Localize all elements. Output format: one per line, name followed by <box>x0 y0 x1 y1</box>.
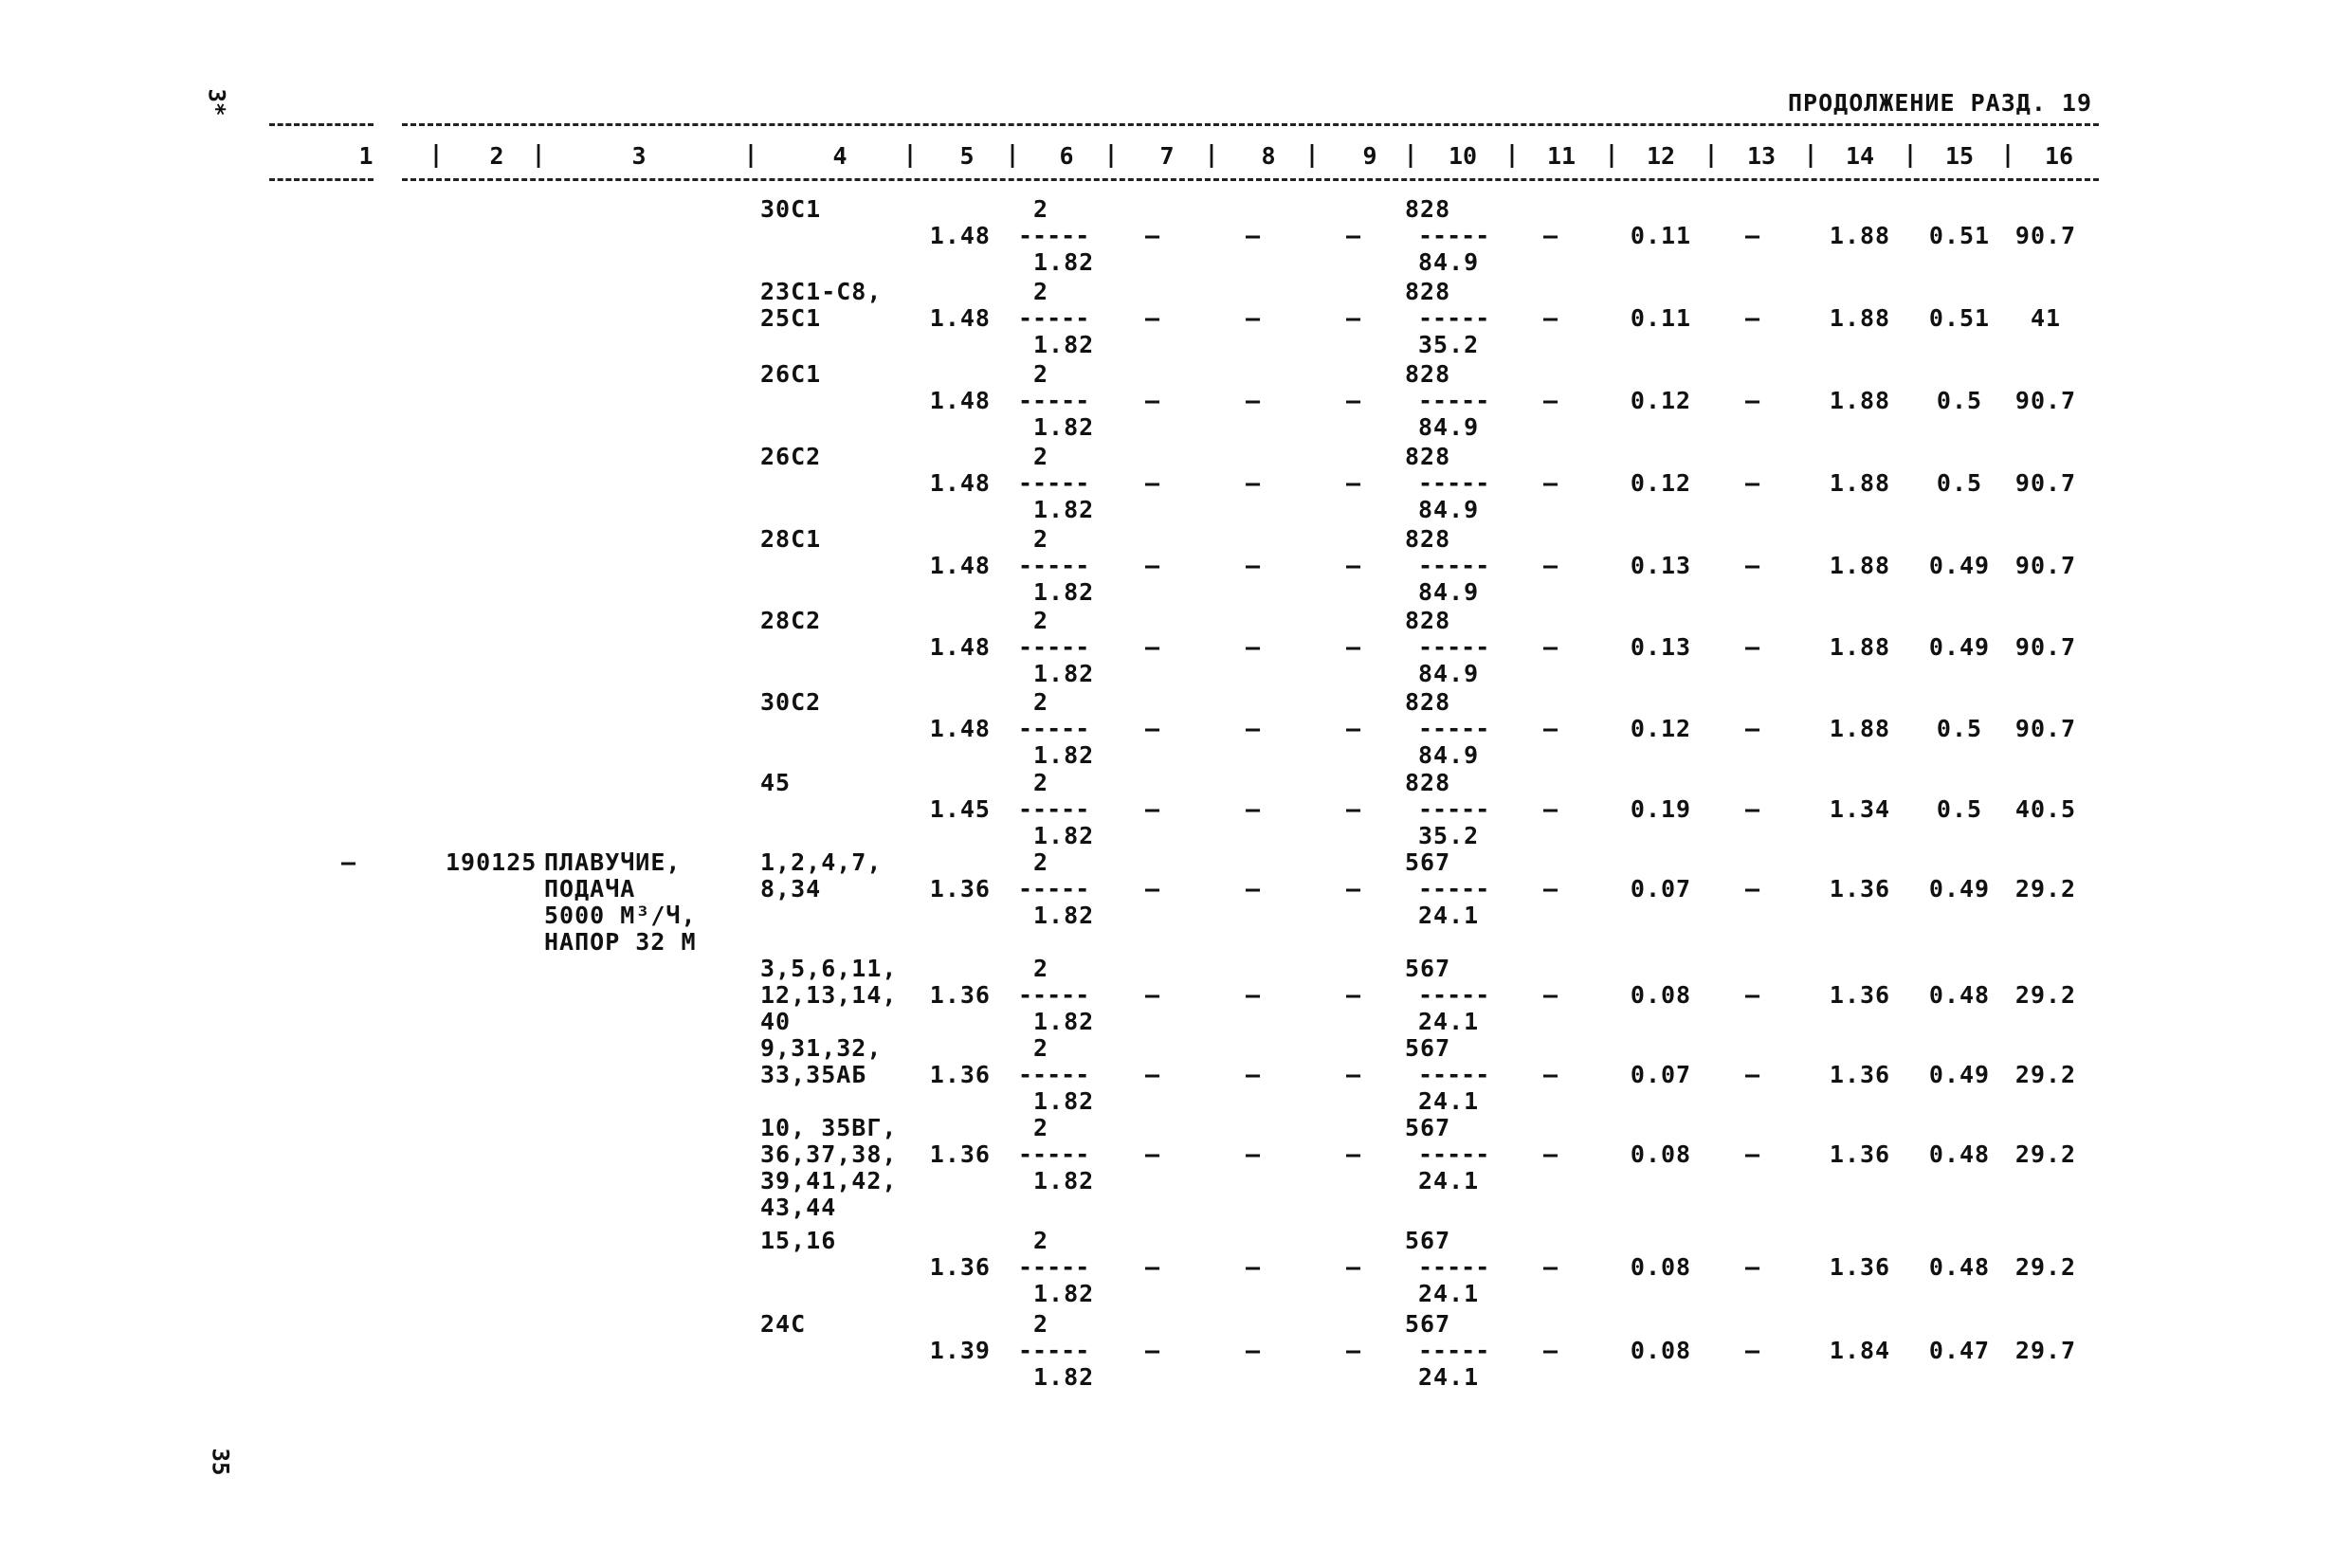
cell-col6-denominator: 1.82 <box>1033 331 1095 358</box>
column-separator: | <box>1204 140 1219 168</box>
cell-col9: – <box>1345 1253 1362 1281</box>
cell-col15: 0.49 <box>1928 633 1991 661</box>
cell-col12: 0.08 <box>1630 1337 1692 1364</box>
cell-col7: – <box>1144 1253 1161 1281</box>
cell-col5: 1.36 <box>929 1253 991 1281</box>
cell-col10-denominator: 24.1 <box>1418 1167 1480 1194</box>
cell-col16: 90.7 <box>2014 222 2077 249</box>
cell-col10-fraction-bar: ----- <box>1418 1140 1490 1168</box>
column-header-2: 2 <box>489 142 504 170</box>
cell-col13: – <box>1744 469 1761 497</box>
cell-col15: 0.48 <box>1928 981 1991 1009</box>
cell-col14: 1.88 <box>1829 304 1891 332</box>
cell-col6-denominator: 1.82 <box>1033 660 1095 687</box>
cell-col7: – <box>1144 387 1161 414</box>
column-separator: | <box>1604 140 1619 168</box>
cell-col16: 90.7 <box>2014 469 2077 497</box>
column-separator: | <box>1803 140 1818 168</box>
cell-col6-fraction-bar: ----- <box>1018 1337 1090 1364</box>
header-rule-top-left <box>269 123 374 126</box>
cell-col6-fraction-bar: ----- <box>1018 981 1090 1009</box>
cell-col15: 0.48 <box>1928 1253 1991 1281</box>
cell-col15: 0.48 <box>1928 1140 1991 1168</box>
cell-col15: 0.49 <box>1928 552 1991 579</box>
cell-col11: – <box>1542 552 1559 579</box>
cell-col4-line: 9,31,32, <box>760 1034 883 1062</box>
column-separator: | <box>1504 140 1520 168</box>
cell-col7: – <box>1144 875 1161 903</box>
cell-col11: – <box>1542 715 1559 742</box>
cell-col13: – <box>1744 715 1761 742</box>
cell-col13: – <box>1744 1061 1761 1088</box>
cell-col14: 1.88 <box>1829 222 1891 249</box>
cell-col13: – <box>1744 795 1761 823</box>
cell-col16: 29.2 <box>2014 981 2077 1009</box>
cell-col12: 0.12 <box>1630 469 1692 497</box>
cell-col14: 1.88 <box>1829 715 1891 742</box>
cell-col10-denominator: 24.1 <box>1418 1280 1480 1307</box>
cell-col16: 90.7 <box>2014 715 2077 742</box>
cell-col10-numerator: 828 <box>1405 525 1451 553</box>
cell-col12: 0.12 <box>1630 715 1692 742</box>
cell-col12: 0.12 <box>1630 387 1692 414</box>
cell-col9: – <box>1345 633 1362 661</box>
cell-col7: – <box>1144 1061 1161 1088</box>
cell-col8: – <box>1245 715 1262 742</box>
header-rule-bottom-left <box>269 178 374 181</box>
cell-col9: – <box>1345 222 1362 249</box>
cell-col16: 90.7 <box>2014 387 2077 414</box>
cell-col9: – <box>1345 552 1362 579</box>
cell-col10-denominator: 24.1 <box>1418 1008 1480 1035</box>
column-header-14: 14 <box>1845 142 1875 170</box>
cell-col16: 90.7 <box>2014 633 2077 661</box>
cell-col6-denominator: 1.82 <box>1033 578 1095 606</box>
cell-col5: 1.36 <box>929 875 991 903</box>
cell-col5: 1.36 <box>929 1140 991 1168</box>
column-header-16: 16 <box>2044 142 2074 170</box>
cell-col6-fraction-bar: ----- <box>1018 552 1090 579</box>
cell-col10-fraction-bar: ----- <box>1418 552 1490 579</box>
cell-col9: – <box>1345 387 1362 414</box>
cell-col13: – <box>1744 387 1761 414</box>
cell-col6-numerator: 2 <box>1033 360 1049 388</box>
cell-col14: 1.36 <box>1829 1140 1891 1168</box>
cell-col10-denominator: 84.9 <box>1418 248 1480 276</box>
cell-col4-line: 30С2 <box>760 688 822 716</box>
cell-col10-fraction-bar: ----- <box>1418 795 1490 823</box>
cell-col6-fraction-bar: ----- <box>1018 633 1090 661</box>
cell-col5: 1.45 <box>929 795 991 823</box>
cell-col5: 1.39 <box>929 1337 991 1364</box>
cell-col10-numerator: 828 <box>1405 443 1451 470</box>
cell-col15: 0.5 <box>1936 795 1983 823</box>
cell-col15: 0.5 <box>1936 387 1983 414</box>
cell-col8: – <box>1245 552 1262 579</box>
cell-col11: – <box>1542 633 1559 661</box>
cell-col8: – <box>1245 1253 1262 1281</box>
cell-col6-fraction-bar: ----- <box>1018 795 1090 823</box>
cell-col4-line: 23С1-С8, <box>760 278 883 305</box>
cell-col6-denominator: 1.82 <box>1033 822 1095 849</box>
header-rule-top <box>402 123 2099 126</box>
cell-col12: 0.08 <box>1630 981 1692 1009</box>
cell-col13: – <box>1744 1140 1761 1168</box>
cell-col8: – <box>1245 387 1262 414</box>
column-header-10: 10 <box>1448 142 1478 170</box>
cell-col8: – <box>1245 875 1262 903</box>
cell-col7: – <box>1144 981 1161 1009</box>
cell-col8: – <box>1245 1140 1262 1168</box>
cell-col14: 1.36 <box>1829 1061 1891 1088</box>
cell-col10-denominator: 35.2 <box>1418 822 1480 849</box>
cell-col8: – <box>1245 222 1262 249</box>
cell-col16: 40.5 <box>2014 795 2077 823</box>
column-separator: | <box>1704 140 1719 168</box>
cell-col6-denominator: 1.82 <box>1033 496 1095 523</box>
cell-col9: – <box>1345 715 1362 742</box>
cell-col4-line: 28С2 <box>760 607 822 634</box>
cell-col14: 1.88 <box>1829 387 1891 414</box>
cell-col6-numerator: 2 <box>1033 955 1049 982</box>
cell-col9: – <box>1345 875 1362 903</box>
cell-col6-numerator: 2 <box>1033 195 1049 223</box>
cell-col6-denominator: 1.82 <box>1033 1008 1095 1035</box>
cell-col6-denominator: 1.82 <box>1033 1167 1095 1194</box>
column-header-15: 15 <box>1944 142 1975 170</box>
cell-col13: – <box>1744 981 1761 1009</box>
cell-col4-line: 25С1 <box>760 304 822 332</box>
cell-col10-denominator: 84.9 <box>1418 496 1480 523</box>
cell-col10-numerator: 567 <box>1405 848 1451 876</box>
cell-col16: 29.2 <box>2014 875 2077 903</box>
cell-col5: 1.48 <box>929 304 991 332</box>
cell-col10-fraction-bar: ----- <box>1418 1061 1490 1088</box>
cell-col5: 1.36 <box>929 1061 991 1088</box>
column-separator: | <box>1304 140 1320 168</box>
cell-col6-numerator: 2 <box>1033 688 1049 716</box>
cell-col3-line: ПЛАВУЧИЕ, <box>544 848 682 876</box>
cell-col6-denominator: 1.82 <box>1033 1087 1095 1115</box>
cell-col5: 1.48 <box>929 222 991 249</box>
cell-col16: 41 <box>2030 304 2062 332</box>
cell-col9: – <box>1345 304 1362 332</box>
cell-col5: 1.48 <box>929 387 991 414</box>
cell-col10-numerator: 828 <box>1405 278 1451 305</box>
cell-col6-numerator: 2 <box>1033 769 1049 796</box>
cell-col12: 0.11 <box>1630 304 1692 332</box>
cell-col4-line: 8,34 <box>760 875 822 903</box>
cell-col15: 0.5 <box>1936 469 1983 497</box>
cell-col10-denominator: 35.2 <box>1418 331 1480 358</box>
column-separator: | <box>428 140 444 168</box>
cell-col9: – <box>1345 795 1362 823</box>
cell-col6-numerator: 2 <box>1033 1114 1049 1141</box>
cell-col8: – <box>1245 981 1262 1009</box>
cell-col4-line: 28С1 <box>760 525 822 553</box>
cell-col10-denominator: 84.9 <box>1418 413 1480 441</box>
cell-col9: – <box>1345 1337 1362 1364</box>
cell-col6-fraction-bar: ----- <box>1018 1253 1090 1281</box>
cell-col12: 0.07 <box>1630 875 1692 903</box>
cell-col6-fraction-bar: ----- <box>1018 222 1090 249</box>
cell-col6-denominator: 1.82 <box>1033 1363 1095 1391</box>
cell-col10-denominator: 24.1 <box>1418 1087 1480 1115</box>
cell-col4-line: 45 <box>760 769 792 796</box>
cell-col3-line: ПОДАЧА <box>544 875 636 903</box>
cell-col13: – <box>1744 552 1761 579</box>
cell-col10-fraction-bar: ----- <box>1418 222 1490 249</box>
cell-col15: 0.49 <box>1928 875 1991 903</box>
cell-col6-denominator: 1.82 <box>1033 741 1095 769</box>
cell-col10-fraction-bar: ----- <box>1418 981 1490 1009</box>
cell-col3-line: 5000 М³/Ч, <box>544 902 697 929</box>
cell-col13: – <box>1744 875 1761 903</box>
cell-col14: 1.36 <box>1829 1253 1891 1281</box>
cell-col10-fraction-bar: ----- <box>1418 633 1490 661</box>
cell-col13: – <box>1744 1253 1761 1281</box>
column-header-9: 9 <box>1362 142 1377 170</box>
cell-col16: 29.2 <box>2014 1061 2077 1088</box>
column-header-7: 7 <box>1159 142 1175 170</box>
cell-col8: – <box>1245 1061 1262 1088</box>
column-separator: | <box>1103 140 1119 168</box>
cell-col4-line: 24С <box>760 1310 807 1338</box>
cell-col6-denominator: 1.82 <box>1033 902 1095 929</box>
cell-col4-line: 10, 35ВГ, <box>760 1114 898 1141</box>
cell-col6-denominator: 1.82 <box>1033 413 1095 441</box>
cell-col7: – <box>1144 633 1161 661</box>
continuation-label: ПРОДОЛЖЕНИЕ РАЗД. 19 <box>1788 89 2093 117</box>
cell-col10-denominator: 84.9 <box>1418 741 1480 769</box>
cell-col15: 0.51 <box>1928 222 1991 249</box>
cell-col10-numerator: 567 <box>1405 1034 1451 1062</box>
cell-col12: 0.07 <box>1630 1061 1692 1088</box>
cell-col11: – <box>1542 222 1559 249</box>
cell-col1: – <box>340 848 357 876</box>
cell-col16: 29.2 <box>2014 1253 2077 1281</box>
cell-col6-numerator: 2 <box>1033 1227 1049 1254</box>
column-header-8: 8 <box>1261 142 1276 170</box>
cell-col11: – <box>1542 1253 1559 1281</box>
cell-col10-numerator: 828 <box>1405 769 1451 796</box>
cell-col6-denominator: 1.82 <box>1033 1280 1095 1307</box>
column-separator: | <box>743 140 758 168</box>
cell-col13: – <box>1744 304 1761 332</box>
cell-col6-fraction-bar: ----- <box>1018 387 1090 414</box>
cell-col7: – <box>1144 1337 1161 1364</box>
cell-col6-numerator: 2 <box>1033 607 1049 634</box>
cell-col8: – <box>1245 795 1262 823</box>
cell-col12: 0.13 <box>1630 552 1692 579</box>
column-header-5: 5 <box>959 142 975 170</box>
cell-col6-numerator: 2 <box>1033 1034 1049 1062</box>
column-separator: | <box>1903 140 1918 168</box>
cell-col10-numerator: 828 <box>1405 607 1451 634</box>
cell-col6-fraction-bar: ----- <box>1018 304 1090 332</box>
cell-col15: 0.5 <box>1936 715 1983 742</box>
cell-col16: 29.7 <box>2014 1337 2077 1364</box>
cell-col6-fraction-bar: ----- <box>1018 1061 1090 1088</box>
cell-col10-numerator: 567 <box>1405 1227 1451 1254</box>
cell-col4-line: 33,35АБ <box>760 1061 867 1088</box>
cell-col5: 1.48 <box>929 715 991 742</box>
cell-col11: – <box>1542 387 1559 414</box>
cell-col5: 1.36 <box>929 981 991 1009</box>
cell-col14: 1.84 <box>1829 1337 1891 1364</box>
cell-col11: – <box>1542 469 1559 497</box>
cell-col12: 0.08 <box>1630 1140 1692 1168</box>
cell-col10-numerator: 828 <box>1405 688 1451 716</box>
cell-col10-numerator: 567 <box>1405 955 1451 982</box>
cell-col3-line: НАПОР 32 М <box>544 928 697 956</box>
cell-col2: 190125 <box>446 848 538 876</box>
cell-col7: – <box>1144 1140 1161 1168</box>
cell-col4-line: 12,13,14, <box>760 981 898 1009</box>
cell-col6-numerator: 2 <box>1033 443 1049 470</box>
cell-col6-fraction-bar: ----- <box>1018 469 1090 497</box>
cell-col10-denominator: 24.1 <box>1418 1363 1480 1391</box>
cell-col6-fraction-bar: ----- <box>1018 875 1090 903</box>
column-header-6: 6 <box>1059 142 1074 170</box>
cell-col7: – <box>1144 469 1161 497</box>
cell-col15: 0.49 <box>1928 1061 1991 1088</box>
cell-col4-line: 3,5,6,11, <box>760 955 898 982</box>
column-header-4: 4 <box>832 142 847 170</box>
cell-col4-line: 36,37,38, <box>760 1140 898 1168</box>
cell-col8: – <box>1245 304 1262 332</box>
cell-col10-denominator: 24.1 <box>1418 902 1480 929</box>
cell-col10-numerator: 828 <box>1405 360 1451 388</box>
cell-col8: – <box>1245 1337 1262 1364</box>
cell-col13: – <box>1744 1337 1761 1364</box>
cell-col10-fraction-bar: ----- <box>1418 715 1490 742</box>
cell-col10-numerator: 828 <box>1405 195 1451 223</box>
cell-col11: – <box>1542 875 1559 903</box>
cell-col4-line: 15,16 <box>760 1227 837 1254</box>
cell-col10-fraction-bar: ----- <box>1418 1337 1490 1364</box>
cell-col14: 1.36 <box>1829 981 1891 1009</box>
cell-col15: 0.51 <box>1928 304 1991 332</box>
cell-col7: – <box>1144 715 1161 742</box>
cell-col14: 1.88 <box>1829 552 1891 579</box>
cell-col11: – <box>1542 1140 1559 1168</box>
cell-col14: 1.88 <box>1829 633 1891 661</box>
column-separator: | <box>1403 140 1418 168</box>
cell-col5: 1.48 <box>929 469 991 497</box>
cell-col13: – <box>1744 222 1761 249</box>
column-header-1: 1 <box>358 142 374 170</box>
cell-col10-fraction-bar: ----- <box>1418 1253 1490 1281</box>
column-header-3: 3 <box>631 142 647 170</box>
side-page-number: 35 <box>207 1448 234 1476</box>
column-header-12: 12 <box>1646 142 1676 170</box>
cell-col10-numerator: 567 <box>1405 1310 1451 1338</box>
cell-col12: 0.08 <box>1630 1253 1692 1281</box>
cell-col6-numerator: 2 <box>1033 1310 1049 1338</box>
cell-col5: 1.48 <box>929 633 991 661</box>
cell-col14: 1.88 <box>1829 469 1891 497</box>
cell-col10-fraction-bar: ----- <box>1418 875 1490 903</box>
cell-col11: – <box>1542 981 1559 1009</box>
cell-col12: 0.13 <box>1630 633 1692 661</box>
cell-col10-numerator: 567 <box>1405 1114 1451 1141</box>
cell-col10-denominator: 84.9 <box>1418 660 1480 687</box>
cell-col11: – <box>1542 1061 1559 1088</box>
cell-col6-denominator: 1.82 <box>1033 248 1095 276</box>
cell-col10-denominator: 84.9 <box>1418 578 1480 606</box>
cell-col7: – <box>1144 304 1161 332</box>
cell-col7: – <box>1144 795 1161 823</box>
cell-col10-fraction-bar: ----- <box>1418 387 1490 414</box>
cell-col9: – <box>1345 981 1362 1009</box>
header-rule-bottom <box>402 178 2099 181</box>
cell-col9: – <box>1345 469 1362 497</box>
cell-col6-fraction-bar: ----- <box>1018 715 1090 742</box>
cell-col4-line: 30С1 <box>760 195 822 223</box>
column-header-13: 13 <box>1746 142 1777 170</box>
cell-col4-line: 40 <box>760 1008 792 1035</box>
cell-col11: – <box>1542 1337 1559 1364</box>
cell-col11: – <box>1542 795 1559 823</box>
cell-col8: – <box>1245 469 1262 497</box>
column-header-11: 11 <box>1546 142 1576 170</box>
column-separator: | <box>531 140 546 168</box>
cell-col4-line: 43,44 <box>760 1194 837 1221</box>
cell-col6-numerator: 2 <box>1033 848 1049 876</box>
cell-col13: – <box>1744 633 1761 661</box>
cell-col7: – <box>1144 222 1161 249</box>
cell-col4-line: 1,2,4,7, <box>760 848 883 876</box>
cell-col11: – <box>1542 304 1559 332</box>
column-separator: | <box>2000 140 2015 168</box>
cell-col6-fraction-bar: ----- <box>1018 1140 1090 1168</box>
cell-col7: – <box>1144 552 1161 579</box>
cell-col8: – <box>1245 633 1262 661</box>
cell-col9: – <box>1345 1140 1362 1168</box>
cell-col5: 1.48 <box>929 552 991 579</box>
cell-col4-line: 26С1 <box>760 360 822 388</box>
cell-col6-numerator: 2 <box>1033 525 1049 553</box>
cell-col4-line: 39,41,42, <box>760 1167 898 1194</box>
cell-col15: 0.47 <box>1928 1337 1991 1364</box>
cell-col10-fraction-bar: ----- <box>1418 469 1490 497</box>
cell-col16: 90.7 <box>2014 552 2077 579</box>
cell-col14: 1.36 <box>1829 875 1891 903</box>
cell-col9: – <box>1345 1061 1362 1088</box>
cell-col12: 0.19 <box>1630 795 1692 823</box>
cell-col10-fraction-bar: ----- <box>1418 304 1490 332</box>
side-mark-top: 3* <box>203 88 230 117</box>
cell-col6-numerator: 2 <box>1033 278 1049 305</box>
cell-col14: 1.34 <box>1829 795 1891 823</box>
cell-col4-line: 26С2 <box>760 443 822 470</box>
column-separator: | <box>902 140 918 168</box>
cell-col12: 0.11 <box>1630 222 1692 249</box>
column-separator: | <box>1005 140 1020 168</box>
cell-col16: 29.2 <box>2014 1140 2077 1168</box>
